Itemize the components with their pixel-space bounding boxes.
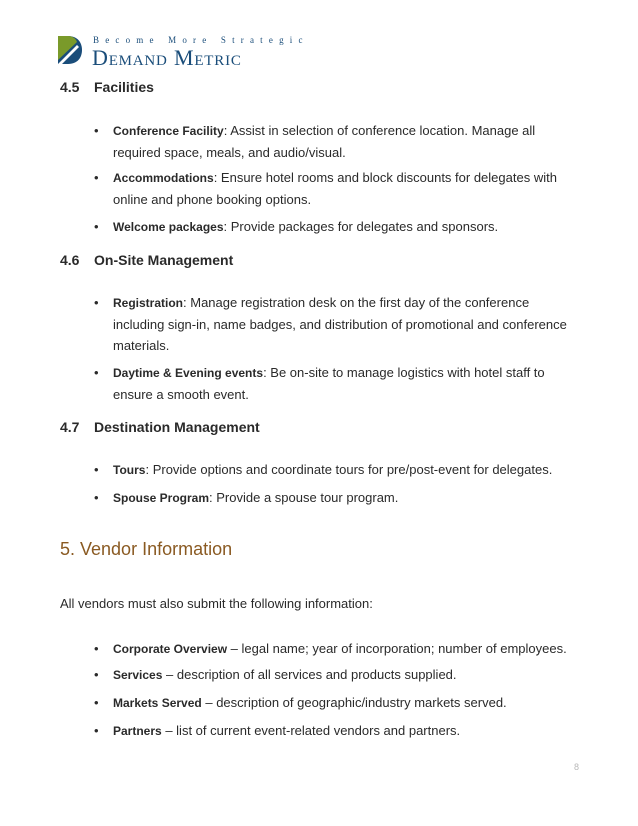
item-term: Spouse Program	[113, 491, 210, 505]
logo-name: Demand Metric	[92, 45, 242, 70]
item-term: Accommodations	[113, 171, 214, 185]
section-heading-facilities	[60, 79, 154, 95]
item-description: Assist in selection of conference location. Manage all required space, meals, and audio/visual.	[113, 123, 536, 160]
item-term: Markets Served	[113, 696, 202, 710]
list-item	[94, 362, 584, 405]
item-description: Provide options and coordinate tours for pre/post-event for delegates.	[152, 462, 553, 477]
logo-tagline: Become More Strategic	[93, 35, 309, 45]
item-separator: :	[145, 462, 153, 477]
list-item	[94, 720, 584, 742]
section-title: Facilities	[94, 79, 154, 95]
list-item	[94, 216, 584, 238]
item-separator: :	[223, 123, 231, 138]
item-separator: :	[209, 490, 217, 505]
list-item	[94, 167, 584, 210]
bullet-icon: •	[94, 490, 99, 505]
item-description: Ensure hotel rooms and block discounts for delegates with online and phone booking options.	[113, 170, 557, 207]
item-separator: –	[162, 667, 177, 682]
list-item	[94, 459, 584, 481]
page-number: 8	[574, 762, 580, 772]
item-description: Be on-site to manage logistics with hotel staff to ensure a smooth event.	[113, 365, 545, 402]
list-item	[94, 292, 584, 356]
item-separator: :	[183, 295, 191, 310]
bullet-icon: •	[94, 667, 99, 682]
vendor-information-heading: 5. Vendor Information	[60, 539, 233, 559]
section-heading-on-site-management	[60, 252, 233, 268]
bullet-icon: •	[94, 219, 99, 234]
item-description: description of all services and products supplied.	[176, 667, 457, 682]
item-term: Daytime & Evening events	[113, 366, 264, 380]
section-number: 4.5	[60, 79, 80, 95]
list-item	[94, 638, 584, 660]
list-item	[94, 487, 584, 509]
item-separator: –	[227, 641, 242, 656]
item-term: Services	[113, 668, 163, 682]
bullet-icon: •	[94, 170, 99, 185]
item-term: Tours	[113, 463, 146, 477]
item-separator: :	[223, 219, 231, 234]
item-description: Manage registration desk on the first day of the conference including sign-in, name badges, and distribution of promotional and conference materials.	[113, 295, 567, 353]
company-logo	[56, 30, 309, 70]
item-description: Provide a spouse tour program.	[216, 490, 399, 505]
item-separator: :	[263, 365, 271, 380]
item-term: Registration	[113, 296, 184, 310]
vendor-intro-text: All vendors must also submit the following information:	[60, 596, 373, 611]
item-description: list of current event-related vendors and partners.	[176, 723, 461, 738]
section-title: Destination Management	[94, 419, 260, 435]
bullet-icon: •	[94, 295, 99, 310]
list-item	[94, 692, 584, 714]
bullet-icon: •	[94, 723, 99, 738]
bullet-icon: •	[94, 695, 99, 710]
bullet-icon: •	[94, 365, 99, 380]
item-term: Corporate Overview	[113, 642, 228, 656]
item-term: Conference Facility	[113, 124, 224, 138]
item-description: description of geographic/industry markets served.	[216, 695, 507, 710]
item-separator: :	[213, 170, 221, 185]
bullet-icon: •	[94, 641, 99, 656]
item-term: Welcome packages	[113, 220, 224, 234]
section-heading-destination-management	[60, 419, 260, 435]
logo-mark-icon	[56, 34, 84, 66]
section-number: 4.7	[60, 419, 80, 435]
item-separator: –	[201, 695, 217, 710]
list-item	[94, 664, 584, 686]
section-number: 4.6	[60, 252, 80, 268]
item-term: Partners	[113, 724, 162, 738]
item-description: Provide packages for delegates and sponsors.	[230, 219, 499, 234]
bullet-icon: •	[94, 123, 99, 138]
section-title: On-Site Management	[94, 252, 234, 268]
item-separator: –	[161, 723, 177, 738]
bullet-icon: •	[94, 462, 99, 477]
item-description: legal name; year of incorporation; number of employees.	[241, 641, 567, 656]
list-item	[94, 120, 584, 163]
